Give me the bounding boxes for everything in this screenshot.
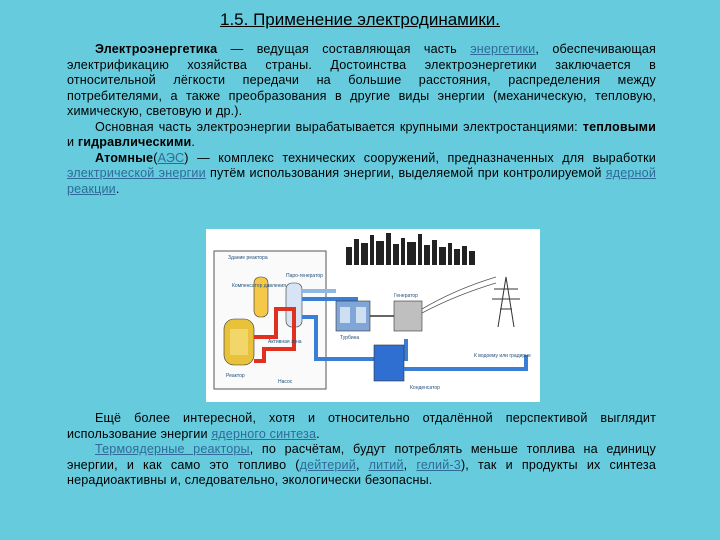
link-deuterium[interactable]: дейтерий <box>299 457 356 472</box>
paragraph-electroenergy: Электроэнергетика — ведущая составляющая часть энергетики, обеспечивающая электрификацию хозяйства страны. Достоинства электроэнергетики заключается в относительной лёгкости передачи на большие расстояния, распределения между потребителями, а также преобразования в другие виды энергии (механическую, тепловую, химическую, световую и др.). Основная часть электроэнергии вырабатывается крупными электростанциями: тепловыми и гидравлическими. Атомные(АЭС) — комплекс технических сооружений, предназначенных для выработки электрической энергии путём использования энергии, выделяемой при контролируемой ядерной реакции. <box>67 42 657 196</box>
link-nuclear-reaction[interactable]: ядерной реакции <box>67 166 657 196</box>
paragraph-nuclear: Атомные(АЭС) — комплекс технических сооружений, предназначенных для выработки электрической энергии путём использования энергии, выделяемой при контролируемой ядерной реакции. <box>67 150 657 196</box>
nuclear-plant-diagram <box>206 229 540 402</box>
paragraph-main-stations: Основная часть электроэнергии вырабатывается крупными электростанциями: тепловыми и гидравлическими. <box>67 119 656 149</box>
link-nuclear-fusion[interactable]: ядерного синтеза <box>211 426 317 441</box>
term-electroenergy: Электроэнергетика <box>95 42 218 56</box>
building-label: Здание реактора <box>228 255 268 261</box>
svg-text:Активная зона: Активная зона <box>268 339 302 345</box>
svg-text:Турбина: Турбина <box>340 335 360 341</box>
active-core <box>230 329 248 355</box>
city-skyline <box>346 233 475 265</box>
power-pylon <box>492 277 520 327</box>
diagram-svg <box>206 229 540 402</box>
svg-text:Генератор: Генератор <box>394 293 418 299</box>
page-title: 1.5. Применение электродинамики. <box>219 10 501 29</box>
generator <box>394 301 422 331</box>
svg-text:Компенсатор давления: Компенсатор давления <box>232 283 286 289</box>
svg-text:Конденсатор: Конденсатор <box>410 385 440 391</box>
paragraph-fusion: Ещё более интересной, хотя и относительно отдалённой перспективой выглядит использование энергии ядерного синтеза. Термоядерные реакторы, по расчётам, будут потреблять меньше топлива на единицу энергии, и как само это топливо (дейтерий, литий, гелий-3), так и продукты их синтеза нерадиоактивны и, следовательно, экологически безопасны. <box>67 411 656 487</box>
condenser <box>374 345 404 381</box>
link-helium-3[interactable]: гелий-3 <box>416 457 461 472</box>
svg-text:К водоему или градирне: К водоему или градирне <box>474 353 531 359</box>
link-lithium[interactable]: литий <box>368 457 404 472</box>
svg-text:Паро-генератор: Паро-генератор <box>286 273 323 279</box>
link-electric-energy[interactable]: электрической энергии <box>67 166 206 180</box>
link-aes[interactable]: АЭС <box>157 150 185 165</box>
link-energetics[interactable]: энергетики <box>470 42 536 56</box>
svg-text:Насос: Насос <box>278 379 293 385</box>
paragraph-thermonuclear: Термоядерные реакторы, по расчётам, будут потреблять меньше топлива на единицу энергии, и как само это топливо (дейтерий, литий, гелий-3), так и продукты их синтеза нерадиоактивны и, следовательно, экологически безопасны. <box>67 442 656 487</box>
link-thermonuclear-reactors[interactable]: Термоядерные реакторы <box>95 442 250 456</box>
svg-text:Реактор: Реактор <box>226 373 245 379</box>
